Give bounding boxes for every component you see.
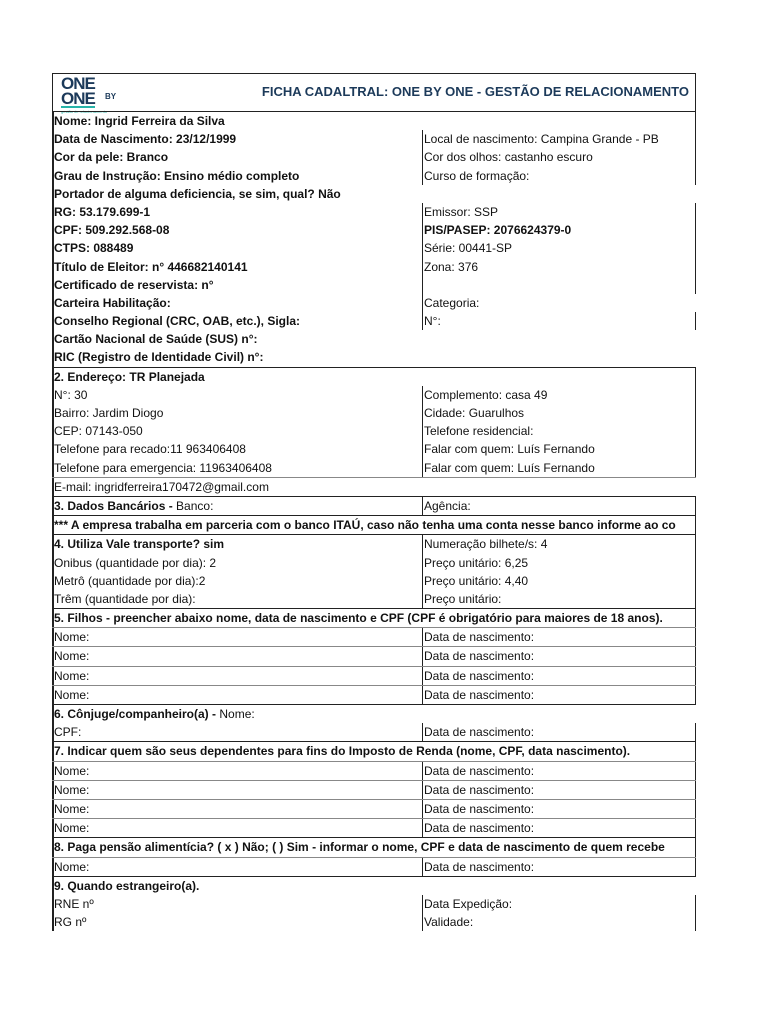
row-pensao: [52, 837, 696, 856]
row-rg-estrangeiro: [52, 913, 696, 931]
field-sus: Cartão Nacional de Saúde (SUS) n°:: [54, 332, 258, 347]
field-local-nascimento: Local de nascimento: Campina Grande - PB: [424, 132, 659, 147]
field-habilitacao: Carteira Habilitação:: [54, 295, 171, 310]
pensao-nome: Nome:: [54, 859, 90, 874]
row-cor: [52, 148, 696, 166]
section-conjuge: 6. Cônjuge/companheiro(a) -: [54, 707, 220, 721]
dependente-data-nascimento: Data de nascimento:: [424, 801, 535, 816]
row-rg: [52, 203, 696, 221]
field-pis: PIS/PASEP: 2076624379-0: [424, 223, 572, 238]
field-categoria: Categoria:: [424, 295, 480, 310]
field-cpf: CPF: 509.292.568-08: [54, 223, 170, 238]
logo-text-one-2: ONE: [61, 89, 95, 108]
filho-data-nascimento: Data de nascimento:: [424, 649, 535, 664]
filho-nome: Nome:: [54, 668, 90, 683]
conjuge-data-nascimento: Data de nascimento:: [424, 725, 535, 740]
row-instrucao: [52, 167, 696, 185]
filho-nome: Nome:: [54, 649, 90, 664]
dependente-nome: Nome:: [54, 801, 90, 816]
field-serie: Série: 00441-SP: [424, 241, 513, 256]
row-dependente-3: [52, 799, 696, 818]
row-telefone-recado: [52, 440, 696, 458]
dependente-data-nascimento: Data de nascimento:: [424, 782, 535, 797]
row-dependentes: [52, 741, 696, 760]
row-bairro: [52, 404, 696, 422]
row-filho-3: [52, 666, 696, 685]
pensao-data-nascimento: Data de nascimento:: [424, 859, 535, 874]
row-conjuge: [52, 704, 696, 723]
row-estrangeiro: [52, 877, 696, 895]
one-by-one-logo: [61, 74, 131, 114]
field-titulo-eleitor: Título de Eleitor: n° 446682140141: [54, 259, 248, 274]
section-vale-transporte: 4. Utiliza Vale transporte? sim: [54, 537, 225, 552]
section-endereco: 2. Endereço: TR Planejada: [54, 369, 205, 384]
field-grau-instrucao: Grau de Instrução: Ensino médio completo: [54, 168, 300, 183]
logo-tagline: gestão de relacionamento: [61, 109, 108, 114]
row-nome: [52, 111, 696, 130]
field-email: E-mail: ingridferreira170472@gmail.com: [54, 479, 269, 494]
section-dependentes: 7. Indicar quem são seus dependentes para fins do Imposto de Renda (nome, CPF, data nascimento).: [54, 744, 631, 759]
dependente-data-nascimento: Data de nascimento:: [424, 763, 535, 778]
logo-text-by: BY: [105, 92, 117, 101]
field-complemento: Complemento: casa 49: [424, 387, 548, 402]
note-itau: *** A empresa trabalha em parceria com o banco ITAÚ, caso não tenha uma conta nesse banco informe ao co: [54, 518, 676, 533]
field-data-nascimento: Data de Nascimento: 23/12/1999: [54, 132, 237, 147]
cadastral-form: [52, 73, 696, 931]
field-trem: Trêm (quantidade por dia):: [54, 591, 196, 606]
field-deficiencia: Portador de alguma deficiencia, se sim, qual? Não: [54, 186, 341, 201]
row-reservista: [52, 276, 696, 294]
field-ctps: CTPS: 088489: [54, 241, 134, 256]
field-cor-olhos: Cor dos olhos: castanho escuro: [424, 150, 593, 165]
field-cep: CEP: 07143-050: [54, 424, 143, 439]
row-vale-transporte: [52, 534, 696, 553]
field-banco: [54, 497, 213, 515]
field-zona: Zona: 376: [424, 259, 479, 274]
row-deficiencia: [52, 185, 696, 203]
row-filho-1: [52, 627, 696, 646]
row-filho-4: [52, 685, 696, 704]
conjuge-nome-label: Nome:: [219, 707, 255, 721]
row-conjuge-cpf: [52, 723, 696, 741]
row-cep: [52, 422, 696, 440]
field-preco-trem: Preço unitário:: [424, 591, 502, 606]
field-conselho-numero: N°:: [424, 314, 441, 329]
form-header: [52, 73, 696, 114]
row-habilitacao: [52, 294, 696, 312]
row-dados-bancarios: [52, 496, 696, 515]
row-sus: [52, 330, 696, 348]
field-nome: Nome: Ingrid Ferreira da Silva: [54, 114, 225, 128]
filho-data-nascimento: Data de nascimento:: [424, 687, 535, 702]
field-telefone-emergencia: Telefone para emergencia: 11963406408: [54, 460, 272, 475]
row-dependente-1: [52, 761, 696, 780]
row-dependente-4: [52, 818, 696, 837]
field-telefone-residencial: Telefone residencial:: [424, 424, 534, 439]
row-endereco: [52, 367, 696, 386]
row-onibus: [52, 554, 696, 572]
section-filhos: 5. Filhos - preencher abaixo nome, data de nascimento e CPF (CPF é obrigatório para maiores de 18 anos).: [54, 611, 663, 626]
dependente-data-nascimento: Data de nascimento:: [424, 821, 535, 836]
section-estrangeiro: 9. Quando estrangeiro(a).: [54, 878, 200, 893]
field-bairro: Bairro: Jardim Diogo: [54, 406, 164, 420]
dependente-nome: Nome:: [54, 821, 90, 836]
row-nascimento: [52, 130, 696, 148]
section-pensao: 8. Paga pensão alimentícia? ( x ) Não; ( ) Sim - informar o nome, CPF e data de nascimento de quem recebe: [54, 840, 665, 855]
field-preco-metro: Preço unitário: 4,40: [424, 573, 529, 588]
field-falar-com-1: Falar com quem: Luís Fernando: [424, 442, 595, 457]
field-ric: RIC (Registro de Identidade Civil) n°:: [54, 350, 264, 365]
field-cor-pele: Cor da pele: Branco: [54, 150, 169, 165]
dependente-nome: Nome:: [54, 782, 90, 797]
filho-data-nascimento: Data de nascimento:: [424, 668, 535, 683]
row-metro: [52, 572, 696, 590]
field-rne: RNE nº: [54, 896, 94, 911]
row-ric: [52, 348, 696, 366]
field-rg-estrangeiro: RG nº: [54, 915, 87, 930]
field-conjuge: [54, 705, 255, 723]
filho-nome: Nome:: [54, 630, 90, 645]
row-rne: [52, 895, 696, 913]
form-title: FICHA CADALTRAL: ONE BY ONE - GESTÃO DE RELACIONAMENTO: [261, 84, 689, 99]
filho-nome: Nome:: [54, 687, 90, 702]
row-titulo: [52, 258, 696, 276]
logo-text-one: ONE: [61, 74, 95, 93]
field-preco-onibus: Preço unitário: 6,25: [424, 555, 529, 570]
field-data-expedicao: Data Expedição:: [424, 896, 513, 911]
section-dados-bancarios: 3. Dados Bancários -: [54, 498, 177, 513]
row-numero: [52, 386, 696, 404]
field-numero: N°: 30: [54, 387, 88, 402]
field-cidade: Cidade: Guarulhos: [424, 406, 525, 420]
row-itau-note: [52, 515, 696, 534]
row-email: [52, 477, 696, 496]
row-ctps: [52, 239, 696, 257]
field-conselho: Conselho Regional (CRC, OAB, etc.), Sigla:: [54, 314, 301, 329]
row-telefone-emergencia: [52, 459, 696, 477]
row-cpf: [52, 221, 696, 239]
banco-label: Banco:: [176, 498, 214, 513]
field-metro: Metrô (quantidade por dia):2: [54, 573, 206, 588]
filho-data-nascimento: Data de nascimento:: [424, 630, 535, 645]
field-reservista: Certificado de reservista: n°: [54, 277, 214, 292]
field-validade: Validade:: [424, 915, 474, 930]
field-emissor: Emissor: SSP: [424, 204, 499, 219]
row-conselho: [52, 312, 696, 330]
field-curso: Curso de formação:: [424, 168, 530, 183]
row-dependente-2: [52, 780, 696, 799]
row-pensao-nome: [52, 857, 696, 877]
field-falar-com-2: Falar com quem: Luís Fernando: [424, 460, 595, 475]
field-rg: RG: 53.179.699-1: [54, 204, 151, 219]
row-filhos: [52, 608, 696, 627]
field-onibus: Onibus (quantidade por dia): 2: [54, 555, 217, 570]
row-filho-2: [52, 646, 696, 665]
field-agencia: Agência:: [424, 498, 471, 513]
row-trem: [52, 590, 696, 608]
dependente-nome: Nome:: [54, 763, 90, 778]
field-bilhete: Numeração bilhete/s: 4: [424, 537, 548, 552]
conjuge-cpf: CPF:: [54, 725, 82, 740]
field-telefone-recado: Telefone para recado:11 963406408: [54, 442, 246, 457]
